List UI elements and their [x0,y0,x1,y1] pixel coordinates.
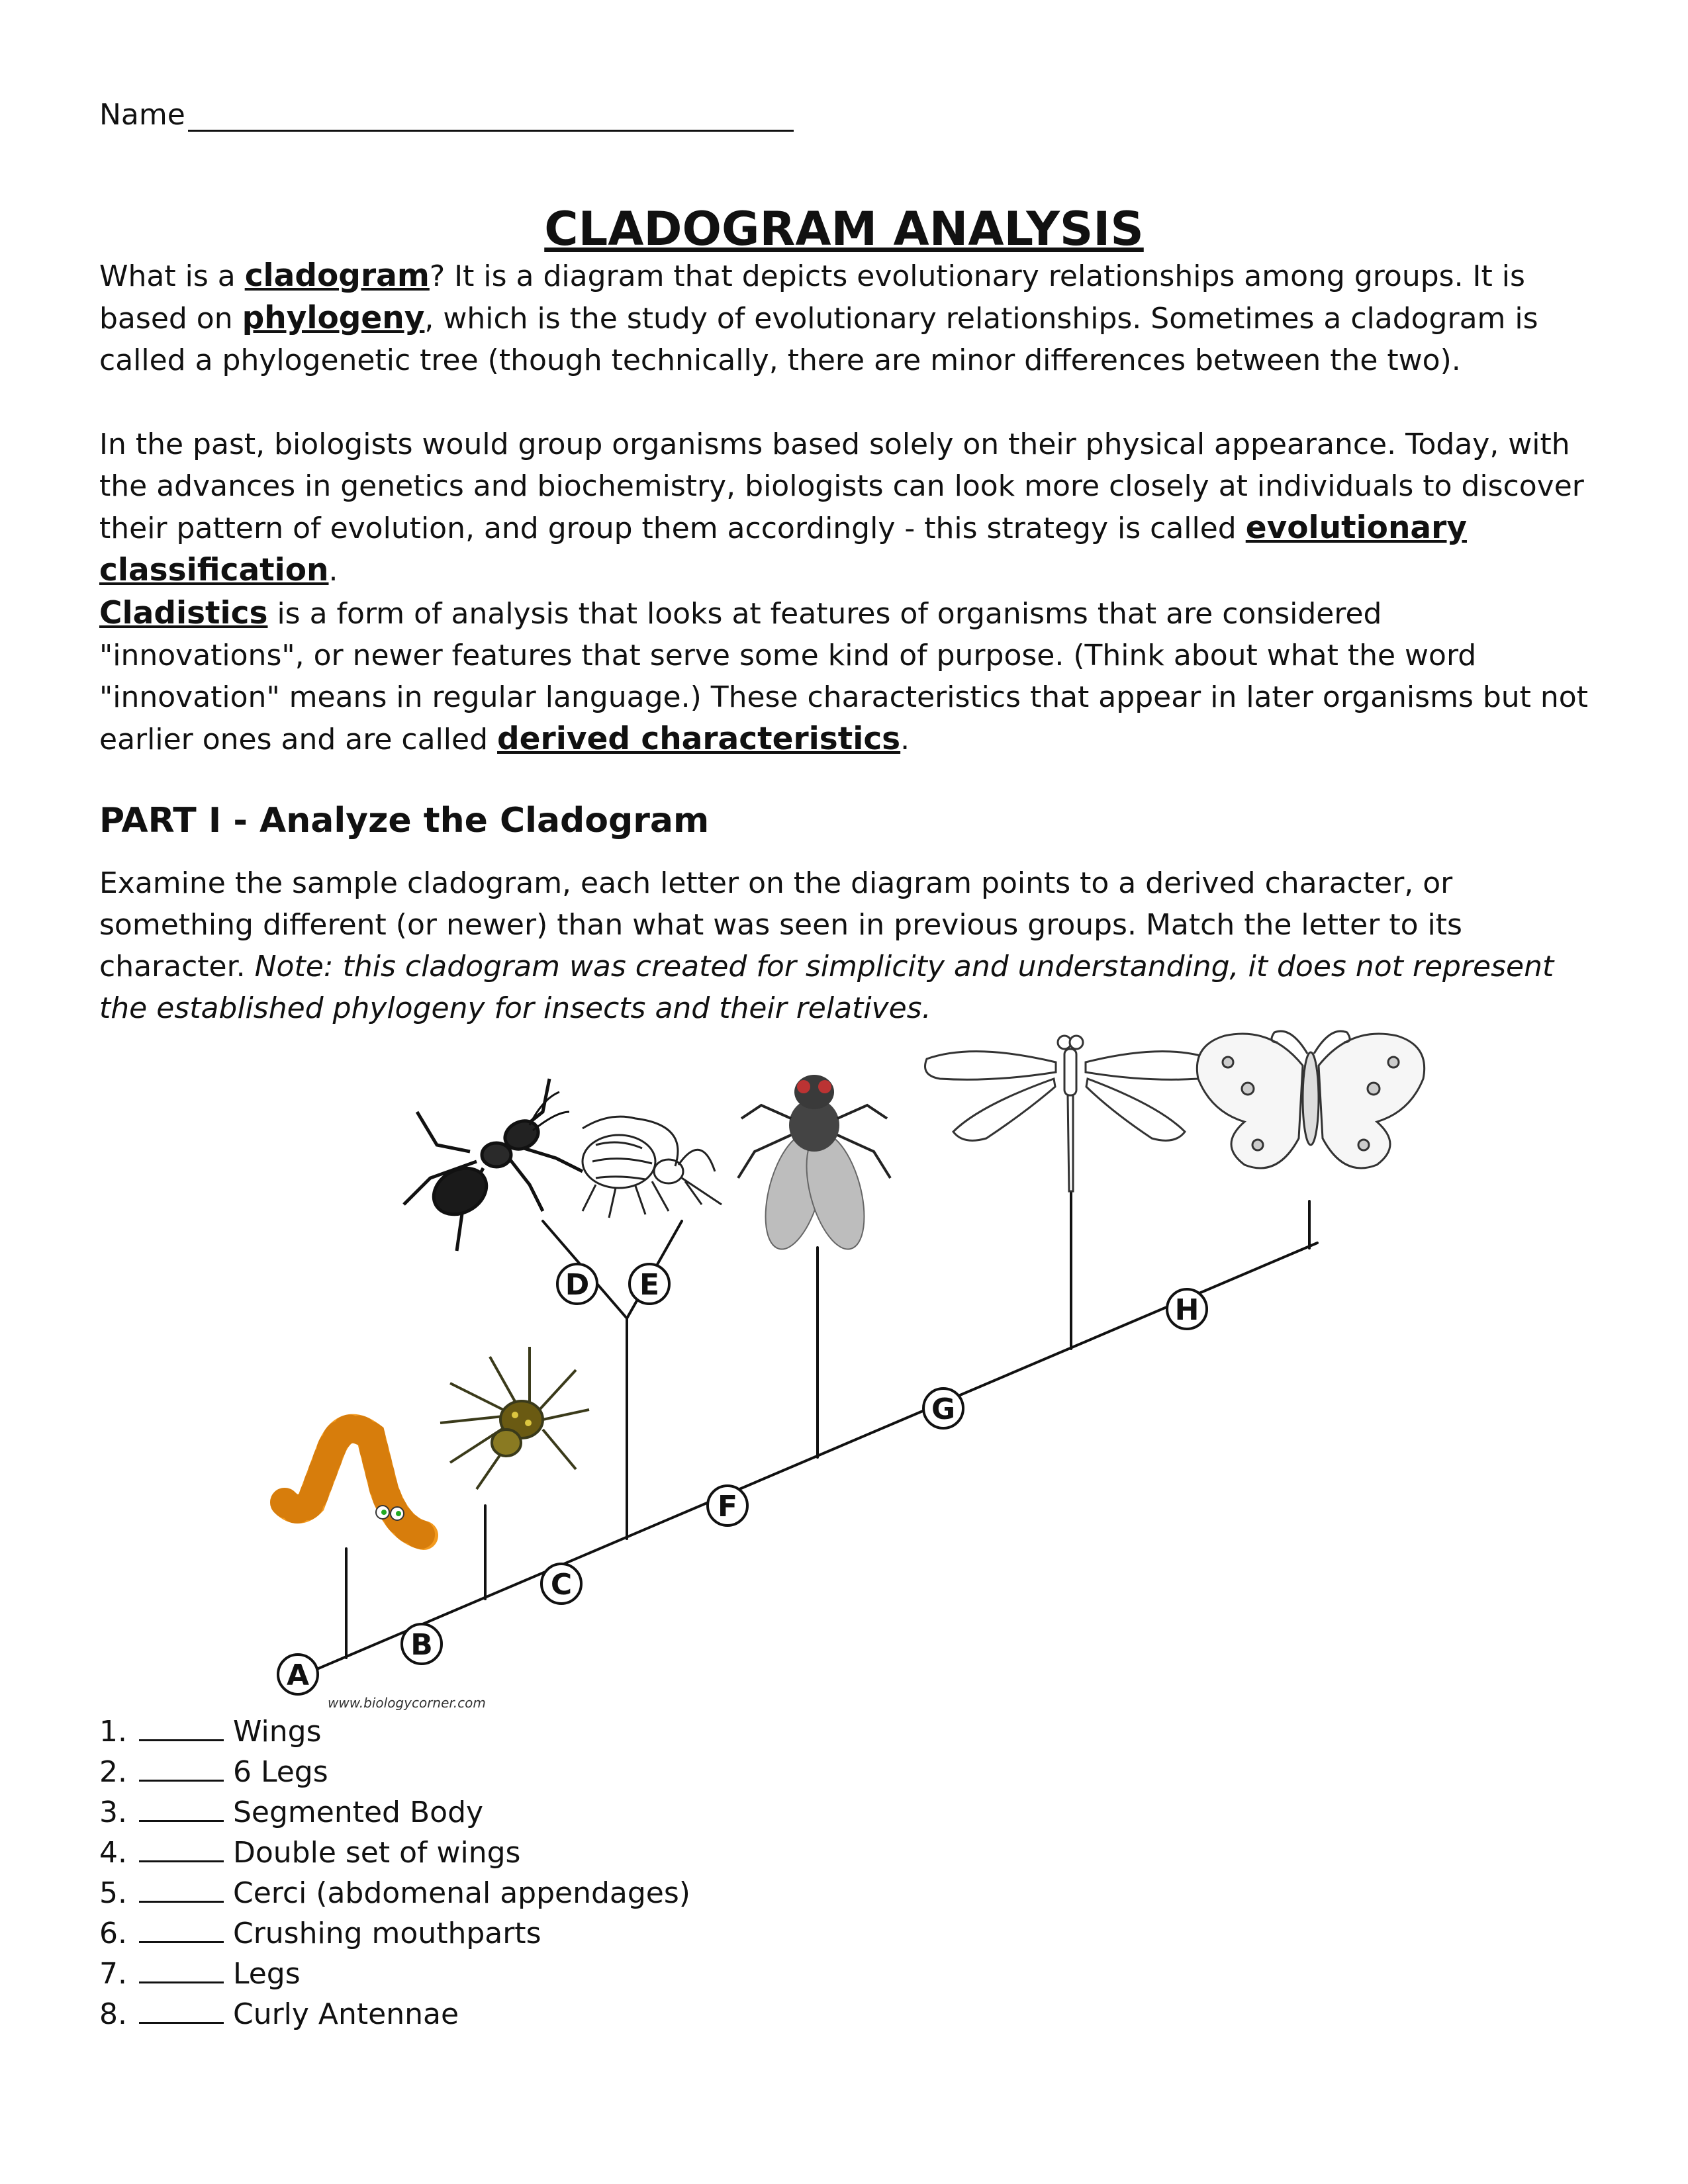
question-5: 5. Cerci (abdomenal appendages) [99,1874,690,1913]
dragonfly-illustration [925,1036,1213,1191]
svg-text:G: G [931,1392,956,1426]
term-derived-characteristics: derived characteristics [497,721,901,757]
question-4: 4. Double set of wings [99,1833,520,1873]
question-8: 8. Curly Antennae [99,1995,459,2034]
intro-paragraph-2: In the past, biologists would group organisms based solely on their physical appearance. Today, with the advances in genetics and biochemistry, biologists can look more closely at individuals to discover their pattern of evolution, and group them accordingly - this strategy is called evolutionary classification. [99,428,1584,588]
question-3: 3. Segmented Body [99,1793,483,1833]
term-phylogeny: phylogeny [242,300,425,336]
ant-illustration [404,1079,583,1251]
svg-text:F: F [717,1490,738,1524]
answer-blank-5[interactable] [139,1874,224,1903]
svg-text:H: H [1174,1293,1199,1327]
node-letter-e [630,1264,669,1304]
answer-blank-8[interactable] [139,1995,224,2024]
question-1: 1. Wings [99,1712,322,1752]
question-7: 7. Legs [99,1954,301,1994]
butterfly-illustration [1197,1031,1424,1168]
name-field[interactable] [99,98,794,132]
aphid-illustration [583,1116,722,1218]
answer-blank-2[interactable] [139,1753,224,1782]
intro-paragraph-3: Cladistics is a form of analysis that looks at features of organisms that are considered "innovations", or newer features that serve some kind of purpose. (Think about what the word "innovation" means in regular language.) These characteristics that appear in later organisms but not earlier ones and are called derived characteristics. [99,595,1588,757]
spider-illustration [440,1347,589,1489]
svg-text:A: A [286,1659,310,1692]
page-title: CLADOGRAM ANALYSIS [544,202,1144,256]
node-letter-a [278,1655,318,1694]
part1-note: Note: this cladogram was created for simplicity and understanding, it does not represent the established phylogeny for insects and their relatives. [99,950,1554,1025]
answer-blank-7[interactable] [139,1955,224,1983]
node-letter-b [402,1624,442,1664]
answer-blank-6[interactable] [139,1915,224,1943]
term-cladogram: cladogram [244,257,430,294]
svg-text:D: D [565,1268,590,1302]
answer-blank-3[interactable] [139,1794,224,1822]
answer-blank-4[interactable] [139,1834,224,1862]
name-label: Name [99,98,185,132]
name-blank[interactable] [188,103,794,132]
node-letter-h [1167,1289,1207,1329]
diagram-credit: www.biologycorner.com [328,1695,486,1711]
node-letter-c [541,1564,581,1604]
fly-illustration [738,1075,890,1255]
cladogram-diagram [0,1013,1688,1727]
node-letter-g [923,1388,963,1428]
part1-instructions: Examine the sample cladogram, each letter on the diagram points to a derived character, or something different (or newer) than what was seen in previous groups. Match the letter to its character. Note: this cladogram was created for simplicity and understanding, it does not represent the established phylogeny for insects and their relatives. [99,866,1554,1025]
question-6: 6. Crushing mouthparts [99,1914,541,1954]
worm-illustration [285,1429,424,1535]
node-letter-f [708,1486,747,1525]
term-evolutionary-classification: evolutionary classification [99,510,1467,588]
node-letter-d [557,1264,597,1304]
svg-text:E: E [639,1268,660,1302]
answer-blank-1[interactable] [139,1713,224,1741]
question-2: 2. 6 Legs [99,1752,328,1792]
svg-text:C: C [550,1568,573,1602]
intro-paragraph-1: What is a cladogram? It is a diagram that depicts evolutionary relationships among groups. It is based on phylogeny, which is the study of evolutionary relationships. Sometimes a cladogram is called a phylogenetic tree (though technically, there are minor differences between the two). [99,257,1538,377]
part1-heading: PART I - Analyze the Cladogram [99,801,710,841]
svg-text:B: B [410,1628,433,1662]
term-cladistics: Cladistics [99,595,268,631]
